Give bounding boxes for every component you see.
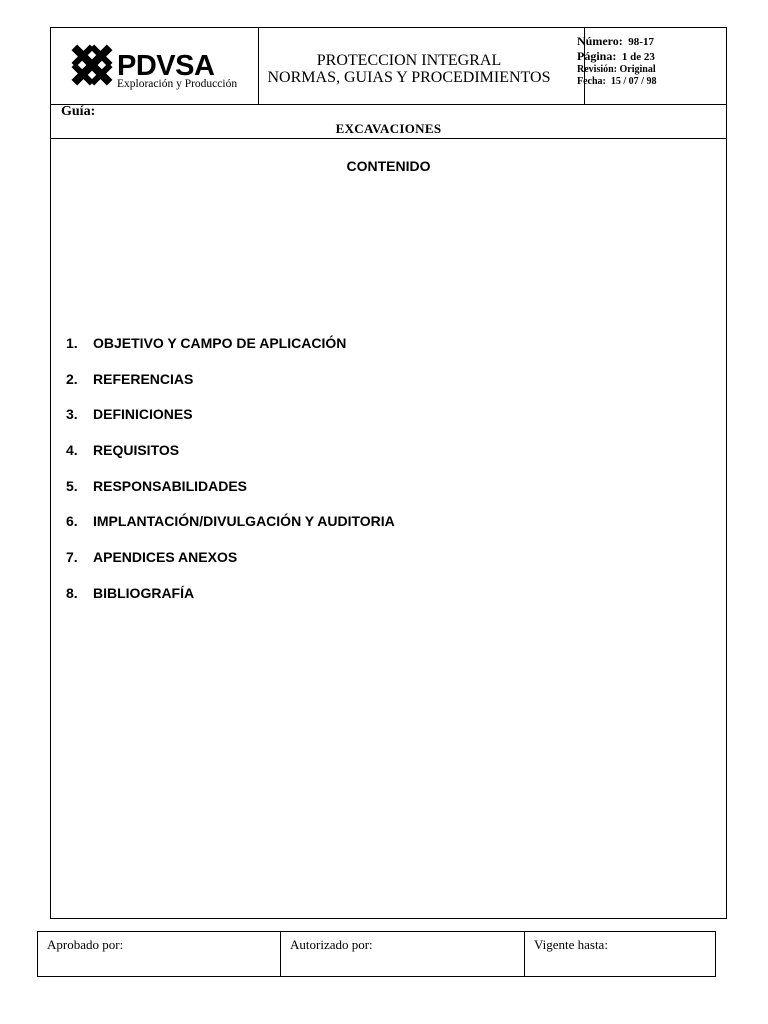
valid-until-label: Vigente hasta: (534, 937, 608, 952)
approved-by-label: Aprobado por: (47, 937, 124, 952)
header-title-line2: NORMAS, GUIAS Y PROCEDIMIENTOS (267, 69, 551, 86)
toc-item: 8. BIBLIOGRAFÍA (66, 584, 195, 601)
guia-label: Guía: (61, 104, 96, 119)
contents-heading: CONTENIDO (346, 158, 431, 174)
meta-pagina: Página: 1 de 23 (577, 49, 655, 63)
toc-item: 5. RESPONSABILIDADES (66, 477, 248, 494)
pdvsa-logo (69, 42, 269, 92)
approval-footer (37, 931, 716, 977)
approved-by-cell (38, 932, 281, 976)
toc-item: 4. REQUISITOS (66, 442, 180, 459)
header-divider (51, 104, 726, 105)
toc-item: 2. REFERENCIAS (66, 370, 194, 387)
section-title: EXCAVACIONES (335, 121, 442, 136)
table-of-contents (66, 335, 395, 621)
document-frame (50, 27, 727, 919)
logo-wordmark: PDVSA (117, 50, 215, 82)
toc-item: 6. IMPLANTACIÓN/DIVULGACIÓN Y AUDITORIA (66, 513, 395, 530)
valid-until-cell (525, 932, 715, 976)
meta-fecha: Fecha: 15 / 07 / 98 (577, 76, 657, 87)
header-title-line1: PROTECCION INTEGRAL (316, 52, 502, 69)
document-meta (577, 35, 656, 89)
pdvsa-emblem-icon (69, 42, 115, 88)
toc-item: 3. DEFINICIONES (66, 406, 193, 423)
toc-item: 7. APENDICES ANEXOS (66, 549, 238, 566)
logo-subtitle: Exploración y Producción (117, 78, 238, 90)
authorized-by-cell (281, 932, 525, 976)
authorized-by-label: Autorizado por: (290, 937, 373, 952)
section-divider (51, 138, 726, 139)
meta-numero: Número: 98-17 (577, 34, 654, 48)
meta-revision: Revisión: Original (577, 64, 656, 75)
toc-item: 1. OBJETIVO Y CAMPO DE APLICACIÓN (66, 335, 347, 351)
